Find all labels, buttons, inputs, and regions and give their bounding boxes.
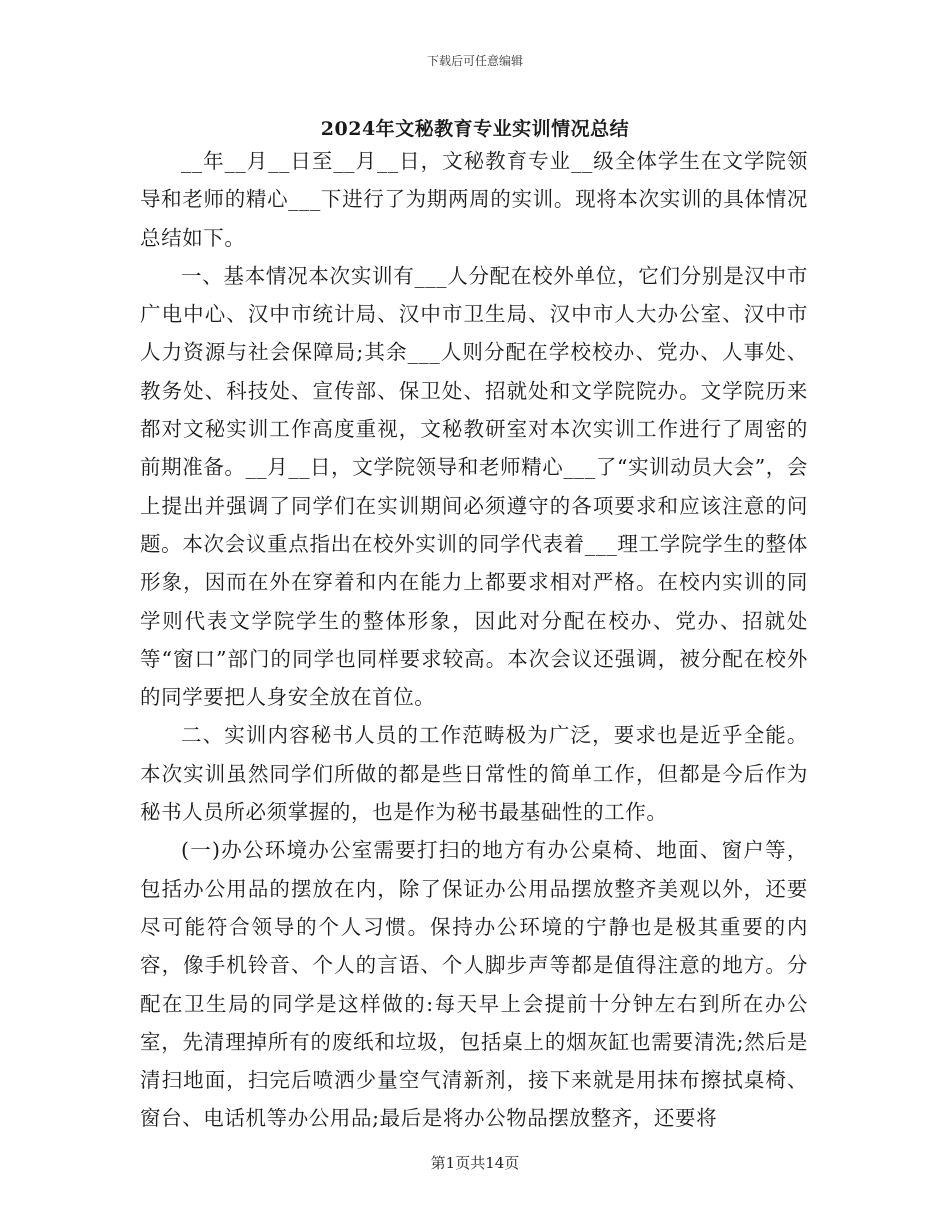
document-body bbox=[140, 142, 808, 1138]
paragraph-office-environment: (一)办公环境办公室需要打扫的地方有办公桌椅、地面、窗户等，包括办公用品的摆放在内，除了保证办公用品摆放整齐美观以外，还要尽可能符合领导的个人习惯。保持办公环境的宁静也是极其重要的内容，像手机铃音、个人的言语、个人脚步声等都是值得注意的地方。分配在卫生局的同学是这样做的:每天早上会提前十分钟左右到所在办公室，先清理掉所有的废纸和垃圾，包括桌上的烟灰缸也需要清洗;然后是清扫地面，扫完后喷洒少量空气清新剂，接下来就是用抹布擦拭桌椅、窗台、电话机等办公用品;最后是将办公物品摆放整齐，还要将 bbox=[140, 838, 808, 1131]
document-title: 2024年文秘教育专业实训情况总结 bbox=[320, 118, 630, 140]
paragraph-training-content: 二、实训内容秘书人员的工作范畴极为广泛，要求也是近乎全能。本次实训虽然同学们所做的都是些日常性的简单工作，但都是今后作为秘书人员所必须掌握的，也是作为秘书最基础性的工作。 bbox=[140, 723, 808, 825]
header-edit-note: 下载后可任意编辑 bbox=[426, 54, 523, 68]
paragraph-basic-situation: 一、基本情况本次实训有___人分配在校外单位，它们分别是汉中市广电中心、汉中市统计局、汉中市卫生局、汉中市人大办公室、汉中市人力资源与社会保障局;其余___人则分配在学校校办、党办、人事处、教务处、科技处、宣传部、保卫处、招就处和文学院院办。文学院历来都对文秘实训工作高度重视，文秘教研室对本次实训工作进行了周密的前期准备。__月__日，文学院领导和老师精心___了“实训动员大会”，会上提出并强调了同学们在实训期间必须遵守的各项要求和应该注意的问题。本次会议重点指出在校外实训的同学代表着___理工学院学生的整体形象，因而在外在穿着和内在能力上都要求相对严格。在校内实训的同学则代表文学院学生的整体形象，因此对分配在校办、党办、招就处等“窗口”部门的同学也同样要求较高。本次会议还强调，被分配在校外的同学要把人身安全放在首位。 bbox=[140, 263, 808, 710]
page-number-footer: 第1页共14页 bbox=[430, 1154, 520, 1172]
paragraph-intro: __年__月__日至__月__日，文秘教育专业__级全体学生在文学院领导和老师的精心___下进行了为期两周的实训。现将本次实训的具体情况总结如下。 bbox=[140, 149, 808, 250]
